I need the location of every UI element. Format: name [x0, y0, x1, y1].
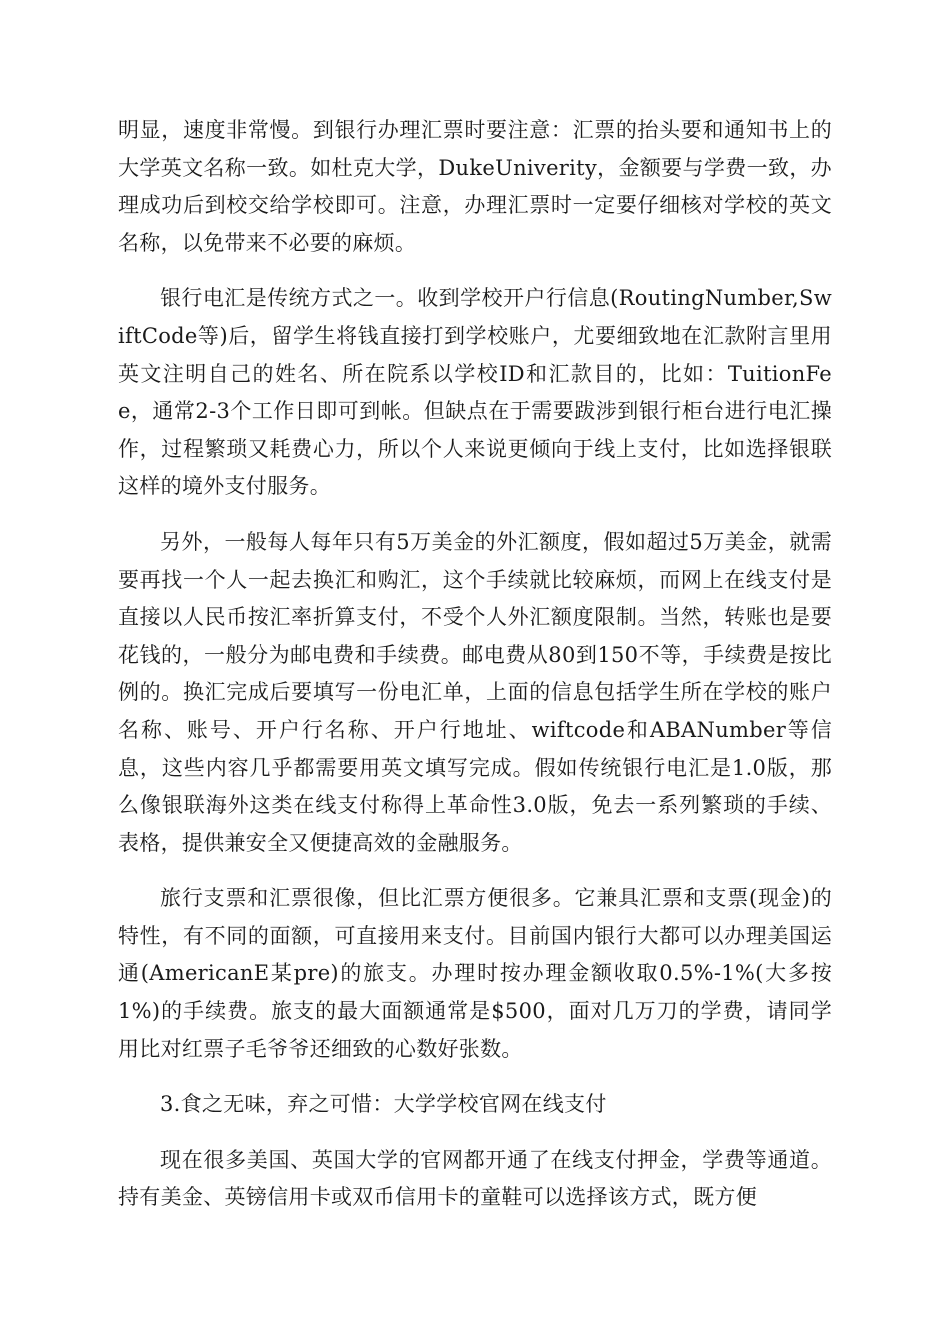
paragraph-travelers-cheque: 旅行支票和汇票很像，但比汇票方便很多。它兼具汇票和支票(现金)的特性，有不同的面额，可直接用来支付。目前国内银行大都可以办理美国运通(AmericanE某pre)的旅支。办理时按办理金额收取0.5%-1%(大多按1%)的手续费。旅支的最大面额通常是$500，面对几万刀的学费，请同学用比对红票子毛爷爷还细致的心数好张数。: [118, 886, 832, 1061]
paragraph-official-site-payment: 现在很多美国、英国大学的官网都开通了在线支付押金，学费等通道。持有美金、英镑信用卡或双币信用卡的童鞋可以选择该方式，既方便: [118, 1147, 832, 1210]
document-page: [118, 112, 832, 1235]
section-heading-online-payment: 3.食之无味，弃之可惜：大学学校官网在线支付: [160, 1092, 607, 1117]
paragraph-forex-quota: 另外，一般每人每年只有5万美金的外汇额度，假如超过5万美金，就需要再找一个人一起去换汇和购汇，这个手续就比较麻烦，而网上在线支付是直接以人民币按汇率折算支付，不受个人外汇额度限制。当然，转账也是要花钱的，一般分为邮电费和手续费。邮电费从80到150不等，手续费是按比例的。换汇完成后要填写一份电汇单，上面的信息包括学生所在学校的账户名称、账号、开户行名称、开户行地址、wiftcode和ABANumber等信息，这些内容几乎都需要用英文填写完成。假如传统银行电汇是1.0版，那么像银联海外这类在线支付称得上革命性3.0版，免去一系列繁琐的手续、表格，提供兼安全又便捷高效的金融服务。: [118, 529, 832, 855]
paragraph-bank-draft: 明显，速度非常慢。到银行办理汇票时要注意：汇票的抬头要和通知书上的大学英文名称一致。如杜克大学，DukeUniverity，金额要与学费一致，办理成功后到校交给学校即可。注意，办理汇票时一定要仔细核对学校的英文名称，以免带来不必要的麻烦。: [118, 118, 832, 255]
paragraph-wire-transfer: 银行电汇是传统方式之一。收到学校开户行信息(RoutingNumber,SwiftCode等)后，留学生将钱直接打到学校账户，尤要细致地在汇款附言里用英文注明自己的姓名、所在院系以学校ID和汇款目的，比如：TuitionFee，通常2-3个工作日即可到帐。但缺点在于需要跋涉到银行柜台进行电汇操作，过程繁琐又耗费心力，所以个人来说更倾向于线上支付，比如选择银联这样的境外支付服务。: [118, 286, 832, 499]
